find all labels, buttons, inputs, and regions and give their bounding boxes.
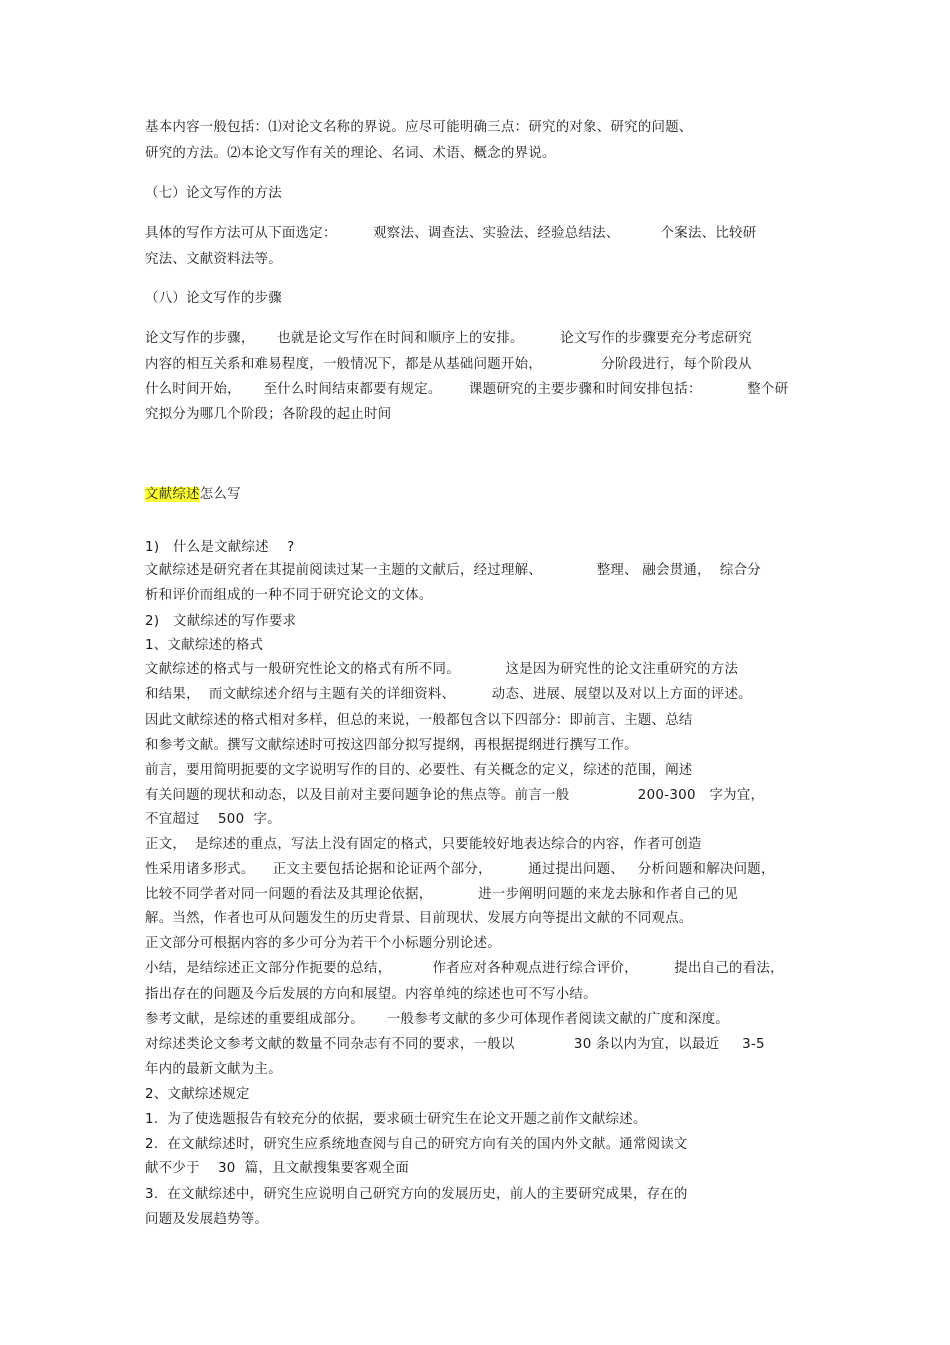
paragraph-line: 因此文献综述的格式相对多样，但总的来说，一般都包含以下四部分：即前言、主题、总结 [145, 713, 693, 728]
list-item: 3. 在文献综述中，研究生应说明自己研究方向的发展历史，前人的主要研究成果，存在的 [145, 1187, 688, 1202]
subsection-heading: 1、文献综述的格式 [145, 638, 264, 653]
paragraph-line: 解。当然，作者也可从问题发生的历史背景、目前现状、发展方向等提出文献的不同观点。 [145, 911, 693, 926]
title-rest: 怎么写 [199, 487, 241, 502]
paragraph-line: 究法、文献资料法等。 [145, 252, 282, 267]
title-highlight: 文献综述 [145, 487, 200, 502]
paragraph-line: 对综述类论文参考文献的数量不同杂志有不同的要求，一般以 30 条以内为宜，以最近 3-5 [145, 1037, 765, 1052]
section-heading: （七）论文写作的方法 [145, 186, 282, 201]
paragraph-line: 什么时间开始， 至什么时间结束都要有规定。 课题研究的主要步骤和时间安排包括： 整个研 [145, 382, 789, 397]
paragraph-line: 指出存在的问题及今后发展的方向和展望。内容单纯的综述也可不写小结。 [145, 987, 597, 1002]
list-heading: 1) 什么是文献综述 ? [145, 540, 295, 555]
list-item: 1. 为了使选题报告有较充分的依据，要求硕士研究生在论文开题之前作文献综述。 [145, 1112, 647, 1127]
list-heading: 2) 文献综述的写作要求 [145, 614, 297, 629]
paragraph-line: 文献综述是研究者在其提前阅读过某一主题的文献后，经过理解、 整理、 融会贯通， 综合分 [145, 563, 761, 578]
paragraph-line: 性采用诸多形式。 正文主要包括论据和论证两个部分， 通过提出问题、 分析问题和解决问题， [145, 862, 775, 877]
paragraph-line: 正文部分可根据内容的多少可分为若干个小标题分别论述。 [145, 936, 501, 951]
section-heading: （八）论文写作的步骤 [145, 291, 282, 306]
paragraph-line: 参考文献，是综述的重要组成部分。 一般参考文献的多少可体现作者阅读文献的广度和深度。 [145, 1012, 730, 1027]
paragraph-line: 基本内容一般包括：⑴对论文名称的界说。应尽可能明确三点：研究的对象、研究的问题、 [145, 120, 693, 135]
subsection-heading: 2、文献综述规定 [145, 1087, 250, 1102]
paragraph-line: 和结果， 而文献综述介绍与主题有关的详细资料、 动态、进展、展望以及对以上方面的评述。 [145, 687, 752, 702]
paragraph-line: 比较不同学者对同一问题的看法及其理论依据， 进一步阐明问题的来龙去脉和作者自己的见 [145, 887, 739, 902]
paragraph-line: 不宜超过 500 字。 [145, 812, 281, 827]
paragraph-line: 具体的写作方法可从下面选定： 观察法、调查法、实验法、经验总结法、 个案法、比较研 [145, 226, 757, 241]
paragraph-line: 前言，要用简明扼要的文字说明写作的目的、必要性、有关概念的定义，综述的范围，阐述 [145, 763, 693, 778]
paragraph-line: 析和评价而组成的一种不同于研究论文的文体。 [145, 588, 433, 603]
list-item: 2. 在文献综述时，研究生应系统地查阅与自己的研究方向有关的国内外文献。通常阅读文 [145, 1137, 688, 1152]
paragraph-line: 小结，是结综述正文部分作扼要的总结， 作者应对各种观点进行综合评价， 提出自己的看法， [145, 961, 784, 976]
paragraph-line: 有关问题的现状和动态，以及目前对主要问题争论的焦点等。前言一般 200-300 字为宜， [145, 788, 765, 803]
list-item-continued: 献不少于 30 篇，且文献搜集要客观全面 [145, 1161, 410, 1176]
paragraph-line: 和参考文献。撰写文献综述时可按这四部分拟写提纲，再根据提纲进行撰写工作。 [145, 738, 638, 753]
paragraph-line: 研究的方法。⑵本论文写作有关的理论、名词、术语、概念的界说。 [145, 146, 556, 161]
paragraph-line: 内容的相互关系和难易程度，一般情况下，都是从基础问题开始， 分阶段进行，每个阶段从 [145, 357, 752, 372]
paragraph-line: 文献综述的格式与一般研究性论文的格式有所不同。 这是因为研究性的论文注重研究的方法 [145, 662, 739, 677]
list-item-continued: 问题及发展趋势等。 [145, 1212, 269, 1227]
paragraph-line: 正文， 是综述的重点，写法上没有固定的格式，只要能较好地表达综合的内容，作者可创造 [145, 837, 702, 852]
paragraph-line: 究拟分为哪几个阶段；各阶段的起止时间 [145, 407, 392, 422]
document-title [145, 486, 241, 504]
paragraph-line: 论文写作的步骤， 也就是论文写作在时间和顺序上的安排。 论文写作的步骤要充分考虑研究 [145, 331, 752, 346]
paragraph-line: 年内的最新文献为主。 [145, 1062, 282, 1077]
